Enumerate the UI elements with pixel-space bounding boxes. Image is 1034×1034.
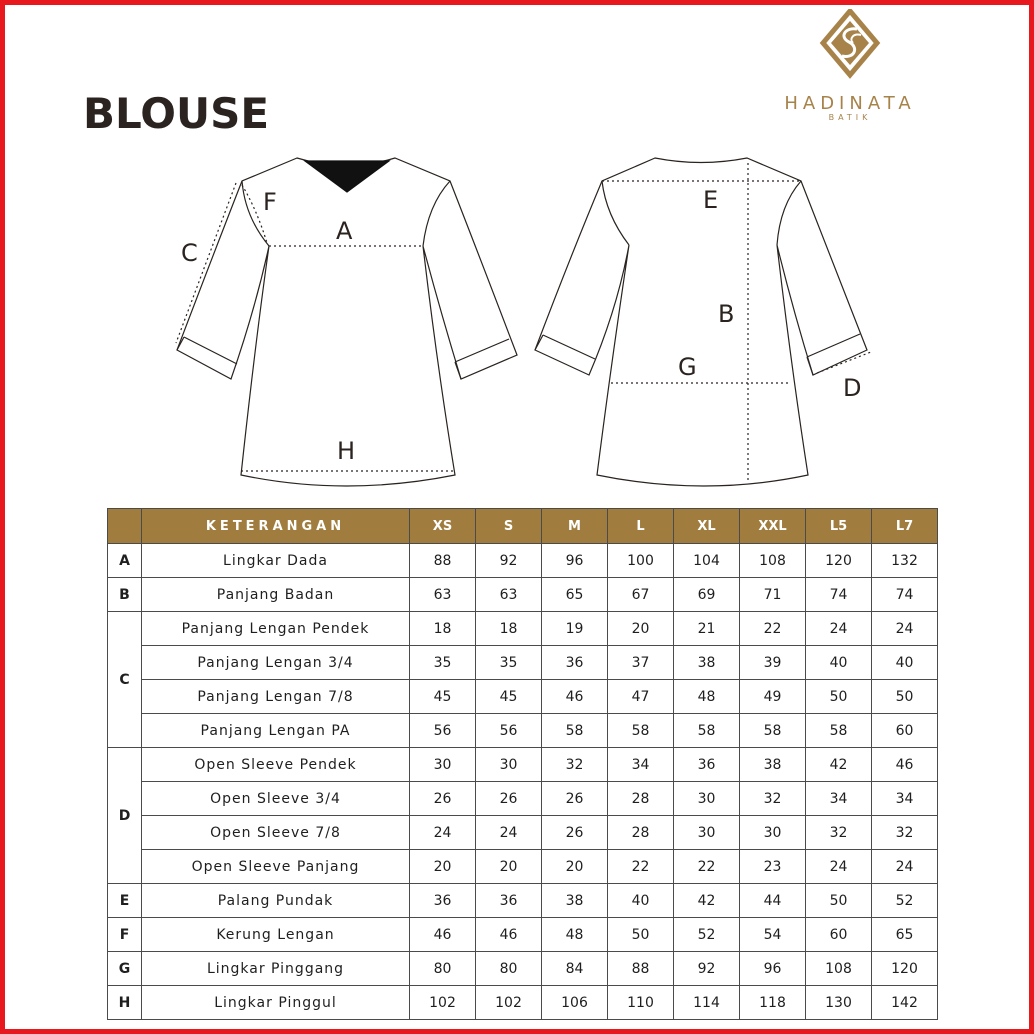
measure-value: 74 — [806, 578, 872, 612]
measure-value: 26 — [542, 816, 608, 850]
measure-value: 71 — [740, 578, 806, 612]
measure-label: Kerung Lengan — [142, 918, 410, 952]
measure-value: 46 — [872, 748, 938, 782]
measure-value: 37 — [608, 646, 674, 680]
measure-value: 20 — [608, 612, 674, 646]
measure-code: B — [108, 578, 142, 612]
measure-value: 106 — [542, 986, 608, 1020]
measure-value: 30 — [410, 748, 476, 782]
table-row — [108, 748, 938, 782]
measure-label: Panjang Badan — [142, 578, 410, 612]
measure-value: 74 — [872, 578, 938, 612]
measure-value: 36 — [542, 646, 608, 680]
measure-code: A — [108, 544, 142, 578]
header-size: L5 — [806, 509, 872, 544]
measure-value: 40 — [872, 646, 938, 680]
measure-value: 35 — [476, 646, 542, 680]
measure-value: 60 — [806, 918, 872, 952]
size-chart-body — [108, 544, 938, 1020]
measure-value: 26 — [410, 782, 476, 816]
measure-value: 34 — [608, 748, 674, 782]
measure-value: 84 — [542, 952, 608, 986]
measure-value: 21 — [674, 612, 740, 646]
measure-value: 40 — [608, 884, 674, 918]
measure-value: 32 — [740, 782, 806, 816]
measure-value: 42 — [806, 748, 872, 782]
measure-value: 92 — [476, 544, 542, 578]
table-row — [108, 816, 938, 850]
measure-value: 50 — [806, 884, 872, 918]
measure-label: Open Sleeve 7/8 — [142, 816, 410, 850]
measure-value: 65 — [872, 918, 938, 952]
table-row — [108, 918, 938, 952]
table-row — [108, 680, 938, 714]
measure-value: 114 — [674, 986, 740, 1020]
measure-label: Lingkar Dada — [142, 544, 410, 578]
measure-value: 45 — [410, 680, 476, 714]
header-keterangan: KETERANGAN — [142, 509, 410, 544]
measure-value: 23 — [740, 850, 806, 884]
measure-value: 44 — [740, 884, 806, 918]
measure-value: 120 — [806, 544, 872, 578]
measure-label: Lingkar Pinggang — [142, 952, 410, 986]
measure-value: 96 — [740, 952, 806, 986]
measure-value: 38 — [674, 646, 740, 680]
measure-value: 54 — [740, 918, 806, 952]
measure-code: C — [108, 612, 142, 748]
table-row — [108, 544, 938, 578]
measure-value: 24 — [872, 850, 938, 884]
measure-value: 32 — [806, 816, 872, 850]
measure-value: 18 — [476, 612, 542, 646]
measure-value: 52 — [872, 884, 938, 918]
table-row — [108, 714, 938, 748]
measure-value: 58 — [806, 714, 872, 748]
table-row — [108, 986, 938, 1020]
measure-value: 142 — [872, 986, 938, 1020]
blouse-diagram — [5, 5, 1034, 505]
label-e: E — [703, 186, 719, 214]
measure-value: 24 — [806, 850, 872, 884]
measure-value: 108 — [740, 544, 806, 578]
measure-label: Palang Pundak — [142, 884, 410, 918]
measure-value: 22 — [608, 850, 674, 884]
measure-value: 28 — [608, 782, 674, 816]
measure-value: 50 — [806, 680, 872, 714]
measure-value: 58 — [608, 714, 674, 748]
measure-value: 120 — [872, 952, 938, 986]
measure-value: 24 — [872, 612, 938, 646]
header-size: XS — [410, 509, 476, 544]
measure-value: 39 — [740, 646, 806, 680]
table-row — [108, 612, 938, 646]
measure-value: 67 — [608, 578, 674, 612]
brand-subtitle: BATIK — [828, 113, 872, 122]
measure-value: 35 — [410, 646, 476, 680]
label-h: H — [337, 437, 356, 465]
page-title: BLOUSE — [83, 89, 270, 138]
measure-value: 36 — [476, 884, 542, 918]
brand-name: HADINATA — [784, 93, 916, 114]
size-chart-table — [107, 508, 938, 1020]
label-a: A — [336, 217, 353, 245]
measure-value: 34 — [806, 782, 872, 816]
measure-label: Panjang Lengan 3/4 — [142, 646, 410, 680]
measure-label: Lingkar Pinggul — [142, 986, 410, 1020]
measure-code: E — [108, 884, 142, 918]
measure-label: Panjang Lengan Pendek — [142, 612, 410, 646]
measure-value: 40 — [806, 646, 872, 680]
measure-value: 88 — [608, 952, 674, 986]
measure-value: 18 — [410, 612, 476, 646]
table-row — [108, 646, 938, 680]
measure-code: G — [108, 952, 142, 986]
measure-value: 80 — [476, 952, 542, 986]
measure-label: Panjang Lengan PA — [142, 714, 410, 748]
measure-value: 63 — [410, 578, 476, 612]
measure-value: 63 — [476, 578, 542, 612]
measure-label: Panjang Lengan 7/8 — [142, 680, 410, 714]
measure-value: 26 — [476, 782, 542, 816]
table-row — [108, 578, 938, 612]
measure-value: 24 — [476, 816, 542, 850]
measure-value: 130 — [806, 986, 872, 1020]
measure-value: 104 — [674, 544, 740, 578]
measure-value: 47 — [608, 680, 674, 714]
measure-value: 50 — [608, 918, 674, 952]
measure-value: 19 — [542, 612, 608, 646]
measure-value: 22 — [674, 850, 740, 884]
measure-value: 132 — [872, 544, 938, 578]
measure-value: 56 — [476, 714, 542, 748]
measure-value: 65 — [542, 578, 608, 612]
header-size: L7 — [872, 509, 938, 544]
label-d: D — [843, 374, 862, 402]
measure-value: 110 — [608, 986, 674, 1020]
measure-value: 88 — [410, 544, 476, 578]
measure-value: 30 — [674, 816, 740, 850]
measure-value: 38 — [740, 748, 806, 782]
measure-value: 50 — [872, 680, 938, 714]
measure-value: 102 — [476, 986, 542, 1020]
measure-value: 100 — [608, 544, 674, 578]
measure-code: D — [108, 748, 142, 884]
label-c: C — [181, 239, 198, 267]
measure-value: 30 — [476, 748, 542, 782]
header-size: S — [476, 509, 542, 544]
measure-value: 34 — [872, 782, 938, 816]
measure-value: 52 — [674, 918, 740, 952]
measure-value: 20 — [410, 850, 476, 884]
measure-value: 24 — [806, 612, 872, 646]
blouse-back-view — [535, 158, 867, 486]
measure-value: 118 — [740, 986, 806, 1020]
measure-value: 80 — [410, 952, 476, 986]
measure-value: 96 — [542, 544, 608, 578]
measure-value: 32 — [542, 748, 608, 782]
measure-value: 48 — [542, 918, 608, 952]
measure-value: 58 — [542, 714, 608, 748]
header-size: XL — [674, 509, 740, 544]
measure-value: 69 — [674, 578, 740, 612]
measure-value: 30 — [674, 782, 740, 816]
measure-value: 28 — [608, 816, 674, 850]
measure-label: Open Sleeve 3/4 — [142, 782, 410, 816]
measure-value: 26 — [542, 782, 608, 816]
measure-value: 108 — [806, 952, 872, 986]
measure-value: 58 — [740, 714, 806, 748]
measure-value: 92 — [674, 952, 740, 986]
measure-value: 24 — [410, 816, 476, 850]
measure-value: 36 — [410, 884, 476, 918]
table-row — [108, 850, 938, 884]
measure-value: 45 — [476, 680, 542, 714]
measure-value: 38 — [542, 884, 608, 918]
measure-value: 20 — [542, 850, 608, 884]
table-row — [108, 782, 938, 816]
table-row — [108, 884, 938, 918]
table-header-row — [108, 509, 938, 544]
measure-value: 58 — [674, 714, 740, 748]
measure-value: 36 — [674, 748, 740, 782]
label-b: B — [718, 300, 735, 328]
table-row — [108, 952, 938, 986]
measure-value: 46 — [542, 680, 608, 714]
measure-value: 48 — [674, 680, 740, 714]
measure-label: Open Sleeve Pendek — [142, 748, 410, 782]
label-f: F — [263, 188, 277, 216]
measure-code: H — [108, 986, 142, 1020]
measure-value: 46 — [410, 918, 476, 952]
measure-value: 32 — [872, 816, 938, 850]
header-size: L — [608, 509, 674, 544]
measure-value: 42 — [674, 884, 740, 918]
header-size: XXL — [740, 509, 806, 544]
label-g: G — [678, 353, 697, 381]
header-code — [108, 509, 142, 544]
measure-value: 102 — [410, 986, 476, 1020]
measure-value: 60 — [872, 714, 938, 748]
header-size: M — [542, 509, 608, 544]
measure-value: 30 — [740, 816, 806, 850]
measure-value: 46 — [476, 918, 542, 952]
measure-value: 22 — [740, 612, 806, 646]
measure-code: F — [108, 918, 142, 952]
measure-label: Open Sleeve Panjang — [142, 850, 410, 884]
measure-value: 56 — [410, 714, 476, 748]
measure-value: 49 — [740, 680, 806, 714]
measure-value: 20 — [476, 850, 542, 884]
